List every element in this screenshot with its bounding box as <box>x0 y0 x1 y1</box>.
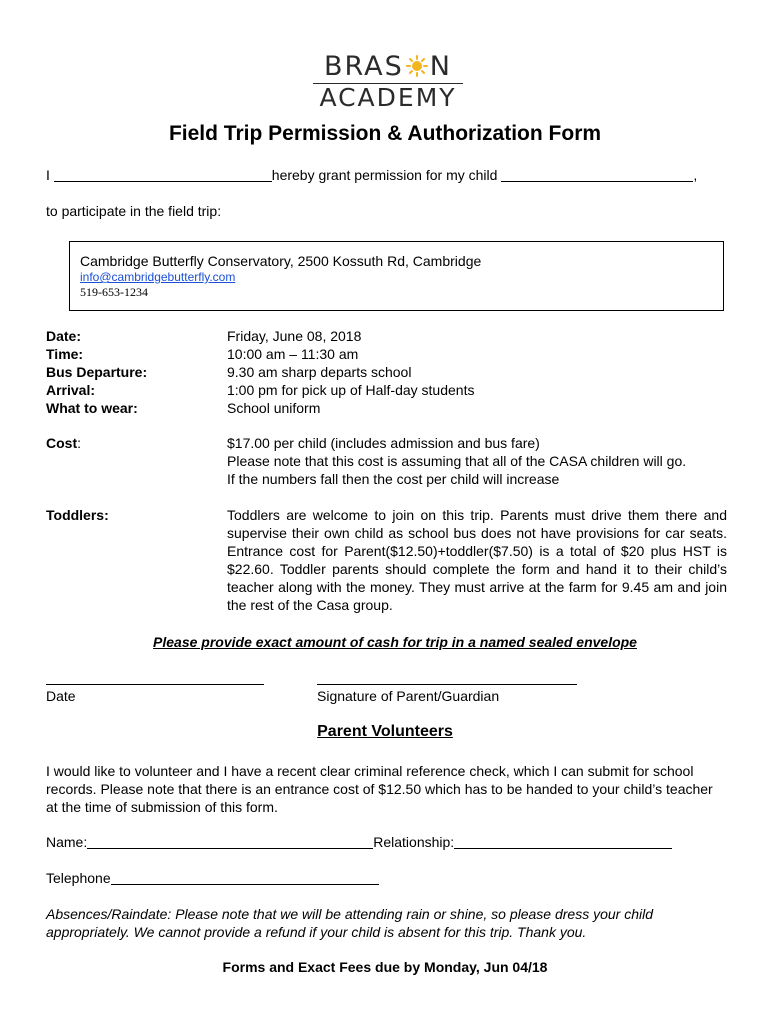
permission-suffix: , <box>693 167 698 183</box>
page-title: Field Trip Permission & Authorization Form <box>168 122 602 145</box>
telephone-field[interactable] <box>111 870 379 885</box>
telephone-label: Telephone <box>46 870 111 886</box>
guardian-signature-label: Signature of Parent/Guardian <box>317 688 500 704</box>
date-signature-line[interactable] <box>46 684 264 685</box>
raindate-note: Absences/Raindate: Please note that we will be attending rain or shine, so please dress your child appropriately. We cannot provide a refund if your child is absent for this trip. Thank you. <box>46 906 654 940</box>
toddlers-text: Toddlers are welcome to join on this trip. Parents must drive them there and supervise their own child as school bus does not have provisions for car seats. Entrance cost for Parent($12.50)+toddler($7.50) is a total of $20 plus HST is $22.60. Toddler parents should complete the form and hand it to their child’s teacher along with the money. They must arrive at the farm for 9.45 am and join the rest of the Casa group. <box>227 507 727 613</box>
participate-text: to participate in the field trip: <box>46 203 222 219</box>
cost-label: Cost: <box>46 435 82 451</box>
guardian-signature-line[interactable] <box>317 684 577 685</box>
relationship-label: Relationship: <box>373 834 455 850</box>
arrival-label: Arrival: <box>46 382 96 398</box>
bus-departure-value: 9.30 am sharp departs school <box>227 364 412 380</box>
time-value: 10:00 am – 11:30 am <box>227 346 359 362</box>
cost-line-2: Please note that this cost is assuming that all of the CASA children will go. <box>227 453 687 469</box>
permission-middle: hereby grant permission for my child <box>271 167 498 183</box>
toddlers-label: Toddlers: <box>46 507 109 523</box>
school-logo <box>313 50 463 118</box>
venue-email-link[interactable]: info@cambridgebutterfly.com <box>80 270 236 284</box>
name-relationship-line <box>46 833 672 851</box>
date-value: Friday, June 08, 2018 <box>227 328 362 344</box>
date-label: Date: <box>46 328 82 344</box>
venue-box <box>69 241 724 311</box>
volunteers-title: Parent Volunteers <box>317 723 453 740</box>
logo-wordmark-top: BRAS N <box>323 51 452 82</box>
parent-name-field[interactable] <box>54 167 272 182</box>
child-name-field[interactable] <box>501 167 693 182</box>
name-label: Name: <box>46 834 88 850</box>
arrival-value: 1:00 pm for pick up of Half-day students <box>227 382 475 398</box>
permission-prefix: I <box>46 167 50 183</box>
cash-note: Please provide exact amount of cash for trip in a named sealed envelope <box>153 634 637 650</box>
due-date-footer: Forms and Exact Fees due by Monday, Jun 04/18 <box>222 959 548 975</box>
date-signature-label: Date <box>46 688 76 704</box>
cost-line-1: $17.00 per child (includes admission and bus fare) <box>227 435 540 451</box>
what-to-wear-label: What to wear: <box>46 400 138 416</box>
time-label: Time: <box>46 346 84 362</box>
cost-line-3: If the numbers fall then the cost per child will increase <box>227 471 560 487</box>
volunteers-text: I would like to volunteer and I have a recent clear criminal reference check, which I can submit for school records. Please note that there is an entrance cost of $12.50 which has to be handed to your child’s teacher at the time of submission of this form. <box>46 763 713 815</box>
relationship-field[interactable] <box>454 834 672 849</box>
permission-line <box>46 166 697 184</box>
logo-wordmark-bottom: ACADEMY <box>319 83 457 112</box>
what-to-wear-value: School uniform <box>227 400 321 416</box>
sun-icon <box>405 55 429 77</box>
telephone-line <box>46 869 379 887</box>
venue-phone: 519-653-1234 <box>80 285 148 299</box>
bus-departure-label: Bus Departure: <box>46 364 148 380</box>
volunteer-name-field[interactable] <box>87 834 373 849</box>
venue-name: Cambridge Butterfly Conservatory, 2500 Kossuth Rd, Cambridge <box>80 253 482 269</box>
